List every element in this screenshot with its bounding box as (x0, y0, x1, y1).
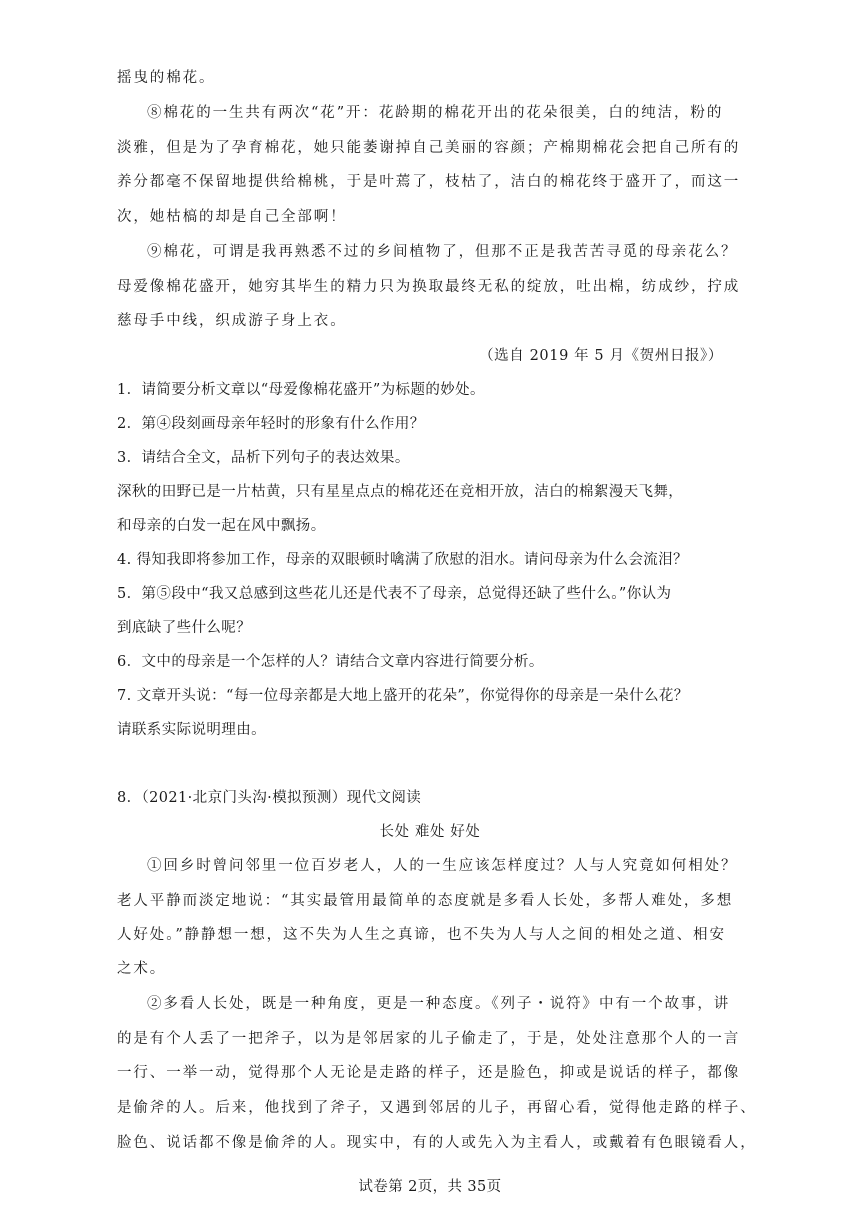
quoted-sentence: 和母亲的白发一起在风中飘扬。 (117, 518, 326, 534)
question-5: 5．第⑤段中“我又总感到这些花儿还是代表不了母亲，总觉得还缺了些什么。”你认为 (117, 586, 672, 602)
text-line: 人好处。”静静想一想，这不失为人生之真谛，也不失为人与人之间的相处之道、相安 (117, 927, 726, 943)
question-1: 1．请简要分析文章以“母爱像棉花盛开”为标题的妙处。 (117, 382, 485, 398)
text-line: 脸色、说话都不像是偷斧的人。现实中，有的人或先入为主看人，或戴着有色眼镜看人， (117, 1135, 757, 1151)
text-line: 次，她枯槁的却是自己全部啊！ (117, 209, 347, 225)
text-line: 慈母手中线，织成游子身上衣。 (117, 313, 347, 329)
text-line: 养分都毫不保留地提供给棉桃，于是叶蔫了，枝枯了，洁白的棉花终于盛开了，而这一 (117, 174, 741, 190)
question-7: 7. 文章开头说：“每一位母亲都是大地上盛开的花朵”，你觉得你的母亲是一朵什么花？ (117, 688, 689, 704)
question-2: 2．第④段刻画母亲年轻时的形象有什么作用？ (117, 416, 425, 432)
question-4: 4. 得知我即将参加工作，母亲的双眼顿时噙满了欣慰的泪水。请问母亲为什么会流泪？ (117, 552, 688, 568)
source-citation: （选自 2019 年 5 月《贺州日报》） (479, 348, 723, 364)
text-line: ⑨棉花，可谓是我再熟悉不过的乡间植物了，但那不正是我苦苦寻觅的母亲花么？ (147, 244, 738, 260)
text-line: 老人平静而淡定地说：“其实最管用最简单的态度就是多看人长处，多帮人难处，多想 (117, 893, 734, 909)
section-heading: 8．（2021·北京门头沟·模拟预测）现代文阅读 (117, 790, 422, 806)
text-line: 母爱像棉花盛开，她穷其毕生的精力只为换取最终无私的绽放，吐出棉，纺成纱，拧成 (117, 279, 741, 295)
text-line: 淡雅，但是为了孕育棉花，她只能萎谢掉自己美丽的容颜；产棉期棉花会把自己所有的 (117, 140, 741, 156)
question-3: 3．请结合全文，品析下列句子的表达效果。 (117, 450, 410, 466)
question-7: 请联系实际说明理由。 (117, 722, 266, 738)
question-6: 6．文中的母亲是一个怎样的人？请结合文章内容进行简要分析。 (117, 654, 544, 670)
text-line: 摇曳的棉花。 (117, 70, 216, 86)
text-line: ②多看人长处，既是一种角度，更是一种态度。《列子・说符》中有一个故事，讲 (147, 996, 731, 1012)
text-line: ⑧棉花的一生共有两次“花”开：花龄期的棉花开出的花朵很美，白的纯洁，粉的 (147, 105, 724, 121)
text-line: 之术。 (117, 961, 167, 977)
quoted-sentence: 深秋的田野已是一片枯黄，只有星星点点的棉花还在竞相开放，洁白的棉絮漫天飞舞， (117, 484, 684, 500)
question-5: 到底缺了些什么呢？ (117, 620, 252, 636)
text-line: 是偷斧的人。后来，他找到了斧子，又遇到邻居的儿子，再留心看，觉得他走路的样子、 (117, 1100, 757, 1116)
page-footer: 试卷第 2页，共 35页 (358, 1179, 502, 1195)
text-line: 的是有个人丢了一把斧子，以为是邻居家的儿子偷走了，于是，处处注意那个人的一言 (117, 1031, 741, 1047)
text-line: 一行、一举一动，觉得那个人无论是走路的样子，还是脸色，抑或是说话的样子，都像 (117, 1065, 741, 1081)
text-line: ①回乡时曾问邻里一位百岁老人，人的一生应该怎样度过？人与人究竟如何相处？ (147, 858, 738, 874)
article-title: 长处 难处 好处 (379, 824, 481, 840)
